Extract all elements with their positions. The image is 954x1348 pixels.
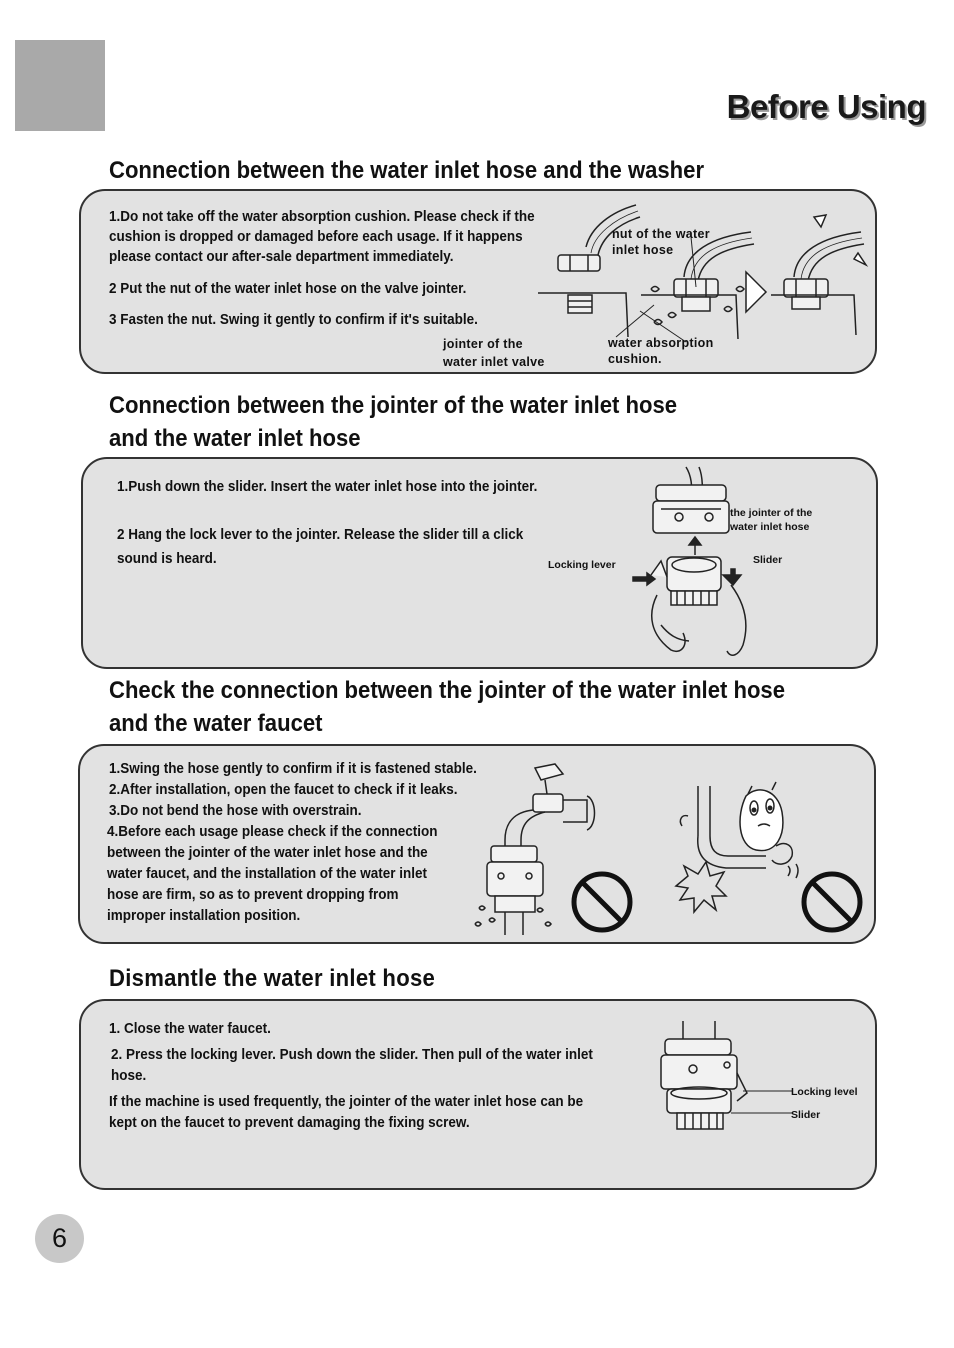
section-3-panel <box>78 744 876 944</box>
section-4-heading: Dismantle the water inlet hose <box>109 965 436 992</box>
section-4-panel <box>79 999 877 1190</box>
section-1-heading: Connection between the water inlet hose and the washer <box>109 157 705 184</box>
section-4-note-line-1: If the machine is used frequently, the jointer of the water inlet hose can be <box>109 1094 584 1110</box>
label-locking-level: Locking level <box>791 1086 858 1098</box>
section-3-step-2: 2.After installation, open the faucet to check if it leaks. <box>109 782 458 798</box>
label-jointer-line-2: water inlet hose <box>730 521 810 533</box>
section-2-step-2-line-1: 2 Hang the lock lever to the jointer. Release the slider till a click <box>117 527 524 543</box>
section-4-note-line-2: kept on the faucet to prevent damaging the fixing screw. <box>109 1115 470 1131</box>
prohibited-icon <box>570 870 634 934</box>
section-2-heading-line-2: and the water inlet hose <box>109 425 361 452</box>
section-4-step-1: 1. Close the water faucet. <box>109 1021 271 1037</box>
corner-tab-block <box>15 40 105 131</box>
section-3-step-4-line-4: hose are firm, so as to prevent dropping from <box>107 887 399 903</box>
label-cushion-line-2: cushion. <box>608 352 662 366</box>
jointer-slider-illustration <box>631 465 761 665</box>
section-3-step-4-line-5: improper installation position. <box>107 908 301 924</box>
section-3-step-3: 3.Do not bend the hose with overstrain. <box>109 803 362 819</box>
section-1-panel <box>79 189 877 374</box>
section-2-step-2-line-2: sound is heard. <box>117 551 217 567</box>
section-3-heading-line-2: and the water faucet <box>109 710 323 737</box>
section-1-step-1-line-3: please contact our after-sale department immediately. <box>109 249 454 265</box>
label-jointer-valve-line-1: jointer of the <box>443 337 523 351</box>
label-slider: Slider <box>753 554 783 566</box>
section-3-step-4-line-2: between the jointer of the water inlet hose and the <box>107 845 428 861</box>
section-4-step-2-line-2: hose. <box>111 1068 147 1084</box>
prohibited-icon <box>800 870 864 934</box>
section-3-step-4-line-3: water faucet, and the installation of the water inlet <box>107 866 427 882</box>
section-4-step-2-line-1: 2. Press the locking lever. Push down the slider. Then pull of the water inlet <box>111 1047 593 1063</box>
section-2-panel <box>81 457 878 669</box>
section-1-step-1-line-2: cushion is dropped or damaged before each usage. If it happens <box>109 229 523 245</box>
label-jointer-valve-line-2: water inlet valve <box>443 355 545 369</box>
section-3-step-1: 1.Swing the hose gently to confirm if it is fastened stable. <box>109 761 477 777</box>
label-cushion-line-1: water absorption <box>608 336 714 350</box>
section-3-heading-line-1: Check the connection between the jointer of the water inlet hose <box>109 677 785 704</box>
label-nut-line-1: nut of the water <box>612 227 710 241</box>
page-number: 6 <box>35 1214 84 1263</box>
label-jointer-line-1: the jointer of the <box>730 507 813 519</box>
label-locking-lever: Locking lever <box>548 559 616 571</box>
section-1-step-1-line-1: 1.Do not take off the water absorption cushion. Please check if the <box>109 209 535 225</box>
jointer-dismantle-illustration <box>653 1017 793 1147</box>
section-2-step-1: 1.Push down the slider. Insert the water inlet hose into the jointer. <box>117 479 538 495</box>
section-3-step-4-line-1: 4.Before each usage please check if the connection <box>107 824 438 840</box>
section-1-step-2: 2 Put the nut of the water inlet hose on the valve jointer. <box>109 281 467 297</box>
section-1-step-3: 3 Fasten the nut. Swing it gently to confirm if it's suitable. <box>109 312 478 328</box>
label-nut-line-2: inlet hose <box>612 243 674 257</box>
hose-nut-valve-illustration <box>536 197 876 347</box>
label-slider-dismantle: Slider <box>791 1109 821 1121</box>
bent-hose-illustration <box>676 776 806 926</box>
section-2-heading-line-1: Connection between the jointer of the water inlet hose <box>109 392 677 419</box>
page-title: Before Using <box>726 88 926 125</box>
